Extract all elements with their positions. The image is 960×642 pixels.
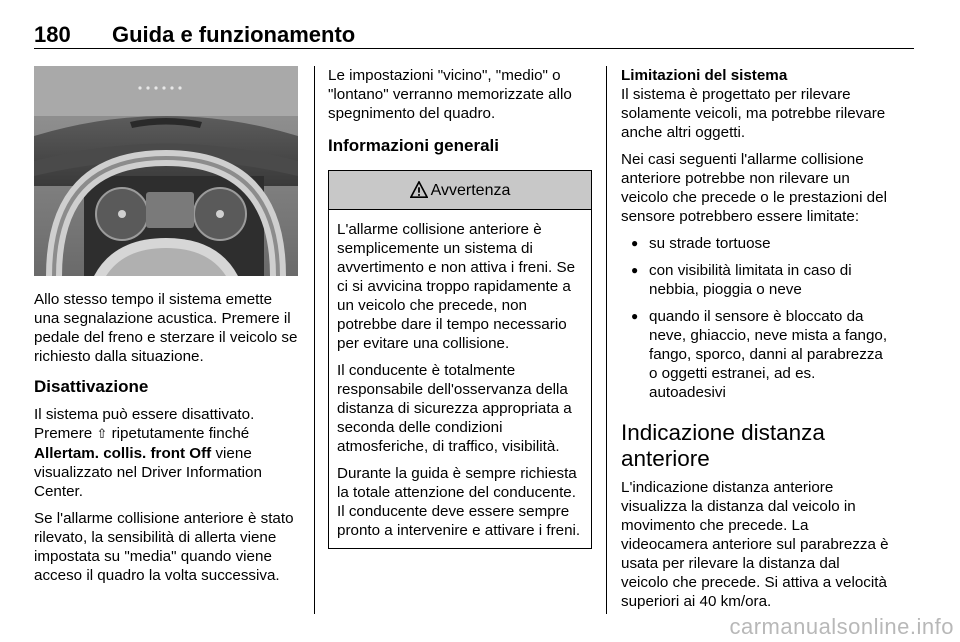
column-3: [621, 66, 889, 619]
limitations-list: [621, 234, 889, 402]
header-rule: [34, 48, 914, 49]
column-2: [328, 66, 592, 549]
paragraph-cases: Nei casi seguenti l'allarme collisione anteriore potrebbe non rilevare un veicolo che precede o le prestazioni del sensore potrebbero essere limitate:: [621, 151, 887, 225]
list-item: ● quando il sensore è bloccato da neve, ghiaccio, neve mista a fango, fango, sporco, danni al parabrezza o oggetti estranei, ad es. autoadesivi: [621, 307, 889, 402]
column-divider-1: [314, 66, 315, 614]
heading-informazioni-generali: Informazioni generali: [328, 136, 499, 155]
warning-paragraph-3: Durante la guida è sempre richiesta la totale attenzione del conducente. Il conducente deve essere sempre pronto a intervenire e attivare i freni.: [337, 465, 581, 539]
warning-triangle-icon: [410, 181, 428, 199]
page-number: 180: [34, 22, 71, 47]
deactivation-text-a: Il sistema può essere disattivato. Premere: [34, 406, 255, 442]
warning-header: [329, 171, 591, 210]
steering-wheel-image: [34, 66, 298, 276]
paragraph-settings-memory: Le impostazioni "vicino", "medio" o "lontano" verranno memorizzate allo spegnimento del quadro.: [328, 67, 572, 122]
warning-body: [329, 210, 591, 540]
column-divider-2: [606, 66, 607, 614]
warning-title: Avvertenza: [430, 181, 511, 199]
warning-paragraph-1: L'allarme collisione anteriore è semplicemente un sistema di avvertimento e non attiva i freni. Se ci si avvicina troppo rapidamente a un veicolo che precede, non potrebbe dare il tempo necessario per evitare una collisione.: [337, 221, 576, 352]
page-title: Guida e funzionamento: [112, 22, 356, 47]
heading-indicazione-distanza: Indicazione distanza anteriore: [621, 420, 825, 471]
column-1: [34, 290, 298, 593]
paragraph-acoustic-warning: Allo stesso tempo il sistema emette una segnalazione acustica. Premere il pedale del freno e sterzare il veicolo se richiesto dalla situazione.: [34, 291, 298, 365]
dashboard-illustration: [34, 66, 298, 276]
deactivation-text-b: ripetutamente finché: [111, 425, 250, 442]
collision-alert-icon: ⇧: [96, 427, 108, 442]
paragraph-sensitivity: Se l'allarme collisione anteriore è stato rilevato, la sensibilità di allerta viene impostata su "media" quando viene acceso il quadro la volta successiva.: [34, 510, 294, 584]
warning-paragraph-2: Il conducente è totalmente responsabile dell'osservanza della distanza di sicurezza appropriata a seconda delle condizioni atmosferiche, di traffico, visibilità.: [337, 362, 572, 455]
paragraph-deactivation: [34, 405, 298, 501]
heading-disattivazione: Disattivazione: [34, 377, 149, 396]
list-item: ● con visibilità limitata in caso di nebbia, pioggia o neve: [621, 261, 889, 299]
paragraph-distance-indication: L'indicazione distanza anteriore visualizza la distanza dal veicolo in movimento che precede. La videocamera anteriore sul parabrezza è usata per rilevare la distanza dal veicolo che precede. Si attiva a velocità superiori ai 40 km/ora.: [621, 479, 889, 610]
page-header: [34, 8, 914, 52]
deactivation-text-c: viene visualizzato nel Driver Information Center.: [34, 445, 262, 500]
warning-box: [328, 170, 592, 549]
heading-limitazioni: Limitazioni del sistema: [621, 67, 788, 84]
paragraph-system-design: Il sistema è progettato per rilevare solamente veicoli, ma potrebbe rilevare anche altri oggetti.: [621, 86, 886, 141]
list-item: ● su strade tortuose: [621, 234, 889, 253]
deactivation-message: Allertam. collis. front Off: [34, 445, 212, 462]
watermark: carmanualsonline.info: [729, 614, 954, 639]
